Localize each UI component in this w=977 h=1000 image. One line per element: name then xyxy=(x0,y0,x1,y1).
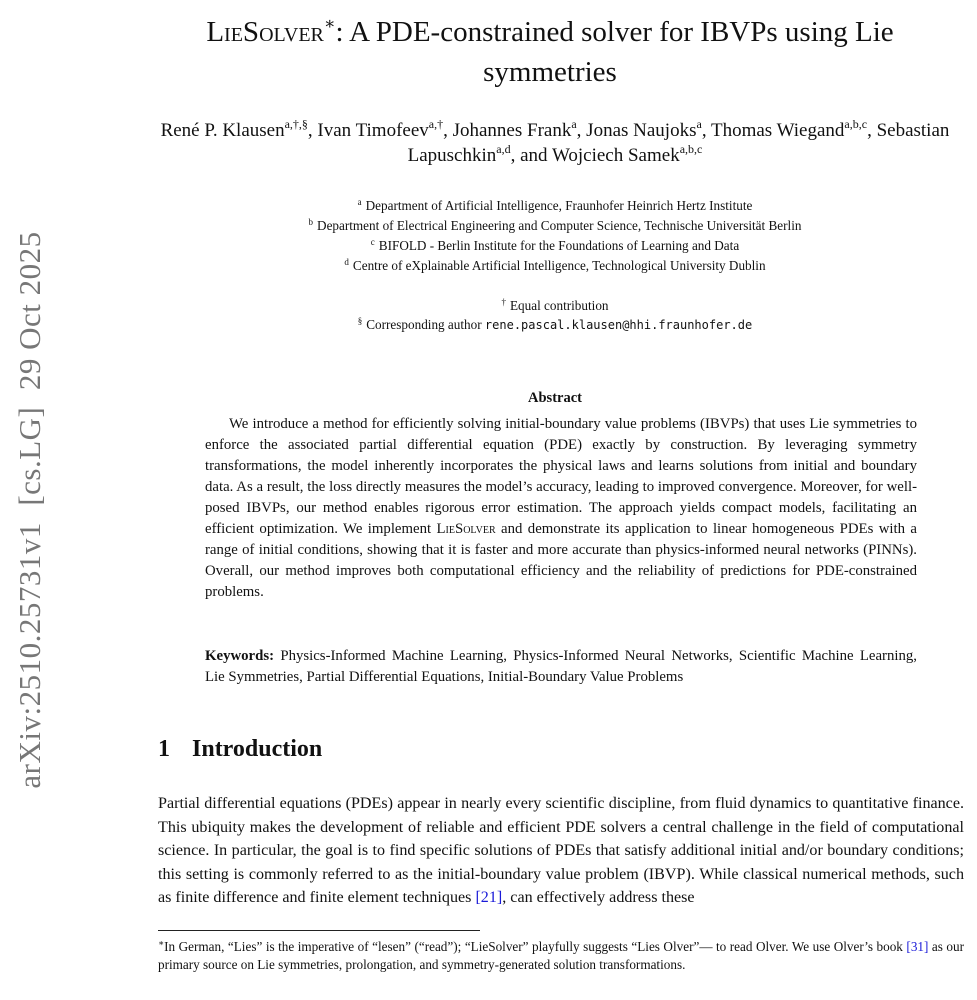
arxiv-id[interactable]: arXiv:2510.25731v1 [cs.LG] 29 Oct 2025 xyxy=(12,231,47,789)
author-affil-marks: a,†,§ xyxy=(284,117,308,131)
footnote-text-part: as our primary source on Lie symmetries, prolongation, and symmetry-generated solution transformations. xyxy=(158,939,964,972)
author-affil-marks: a xyxy=(696,117,702,131)
corresponding-author-email[interactable]: rene.pascal.klausen@hhi.fraunhofer.de xyxy=(484,318,753,332)
section-title: Introduction xyxy=(192,736,323,762)
affiliation-mark: d xyxy=(344,257,349,267)
affiliation xyxy=(150,256,960,276)
abstract-text-part: and demonstrate its application to linear homogeneous PDEs with a range of initial conditions, showing that it is faster and more accurate than physics-informed neural networks (PINNs). Overall, our method improves both computational efficiency and the reliability of predictions for PDE-constrained problems. xyxy=(205,521,918,600)
affiliation xyxy=(150,196,960,216)
title-rest: : A PDE-constrained solver for IBVPs using Lie symmetries xyxy=(335,16,894,88)
affiliation-mark: b xyxy=(308,217,314,227)
author-name: Johannes Frank xyxy=(452,120,572,141)
corresponding-author-note xyxy=(150,315,960,335)
author-conjunction: and xyxy=(520,145,548,166)
affiliation-text: BIFOLD - Berlin Institute for the Foundations of Learning and Data xyxy=(378,238,740,253)
intro-paragraph xyxy=(158,792,964,910)
paper-title xyxy=(140,12,960,92)
footnote-divider xyxy=(158,930,480,931)
footnote-text-part: In German, “Lies” is the imperative of “lesen” (“read”); “LieSolver” playfully suggests “Lies Olver”— to read Olver. We use Olver’s book xyxy=(164,939,903,954)
author-name: Sebastian Lapuschkin xyxy=(407,120,950,166)
author-list: René P. Klausen$^{a,\dagger,\S}$, Ivan Timofeev$^{a,\dagger}$, Johannes Frank$^a$, Jonas Naujoks$^a$, Thomas Wiegand$^{a,b,c}$, Sebastian Lapuschkin$^{a,d}$, and Wojciech Samek$^{a,b,c}$ xyxy=(160,117,950,166)
section-number: 1 xyxy=(158,736,170,762)
keywords-label: Keywords: xyxy=(205,648,275,664)
abstract-text xyxy=(205,414,917,603)
affiliation xyxy=(150,216,960,236)
affiliation xyxy=(150,236,960,256)
abstract-heading: Abstract xyxy=(528,390,582,406)
dagger-mark: † xyxy=(501,297,506,307)
equal-contribution-text: Equal contribution xyxy=(509,298,609,313)
arxiv-stamp xyxy=(0,0,60,1000)
corresponding-author-label: Corresponding author xyxy=(366,317,482,332)
author-affil-marks: a,b,c xyxy=(679,142,703,156)
affiliation-text: Department of Electrical Engineering and Computer Science, Technische Universität Berlin xyxy=(317,218,802,233)
abstract-method-name: LieSolver xyxy=(436,521,496,537)
author-name: Jonas Naujoks xyxy=(586,120,697,141)
section-mark: § xyxy=(357,316,363,326)
title-name: LieSolver xyxy=(206,16,324,48)
keywords-text: Physics-Informed Machine Learning, Physics-Informed Neural Networks, Scientific Machine Learning, Lie Symmetries, Partial Differential Equations, Initial-Boundary Value Problems xyxy=(205,648,917,685)
affiliation-text: Department of Artificial Intelligence, Fraunhofer Heinrich Hertz Institute xyxy=(365,198,753,213)
author-notes xyxy=(150,296,960,335)
author-affil-marks: a,† xyxy=(428,117,444,131)
citation-link[interactable]: [21] xyxy=(475,889,503,906)
affiliation-text: Centre of eXplainable Artificial Intelligence, Technological University Dublin xyxy=(352,258,766,273)
author-name: Thomas Wiegand xyxy=(710,120,845,141)
author-name: Wojciech Samek xyxy=(551,145,680,166)
citation-link[interactable]: [31] xyxy=(906,939,929,954)
author-affil-marks: a xyxy=(571,117,577,131)
footnote-mark: ∗ xyxy=(158,938,165,948)
affiliation-mark: c xyxy=(370,237,375,247)
author-affil-marks: a,d xyxy=(496,142,511,156)
intro-text-part: , can effectively address these xyxy=(502,889,695,906)
author-name: René P. Klausen xyxy=(160,120,285,141)
footnote xyxy=(158,938,964,973)
affiliation-list xyxy=(150,196,960,276)
equal-contribution-note xyxy=(150,296,960,315)
author-name: Ivan Timofeev xyxy=(317,120,429,141)
intro-text-part: Partial differential equations (PDEs) appear in nearly every scientific discipline, from fluid dynamics to quantitative finance. This ubiquity makes the development of reliable and efficient PDE solvers a central challenge in the field of computational science. In particular, the goal is to find specific solutions of PDEs that satisfy additional initial and/or boundary conditions; this setting is commonly referred to as the initial-boundary value problem (IBVP). While classical numerical methods, such as finite difference and finite element techniques xyxy=(158,795,964,906)
affiliation-mark: a xyxy=(357,197,362,207)
abstract-text-part: We introduce a method for efficiently solving initial-boundary value problems (IBVPs) that uses Lie symmetries to enforce the associated partial differential equation (PDE) exactly by construction. By leveraging symmetry transformations, the model inherently incorporates the physical laws and learns solutions from initial and boundary data. As a result, the loss directly measures the model’s accuracy, leading to improved convergence. Moreover, for well-posed IBVPs, our method enables rigorous error estimation. The approach yields compact models, facilitating an efficient optimization. We implement xyxy=(205,416,917,537)
author-affil-marks: a,b,c xyxy=(844,117,868,131)
title-footnote-mark[interactable]: ∗ xyxy=(323,14,336,33)
section-heading xyxy=(158,736,322,763)
keywords xyxy=(205,646,917,688)
